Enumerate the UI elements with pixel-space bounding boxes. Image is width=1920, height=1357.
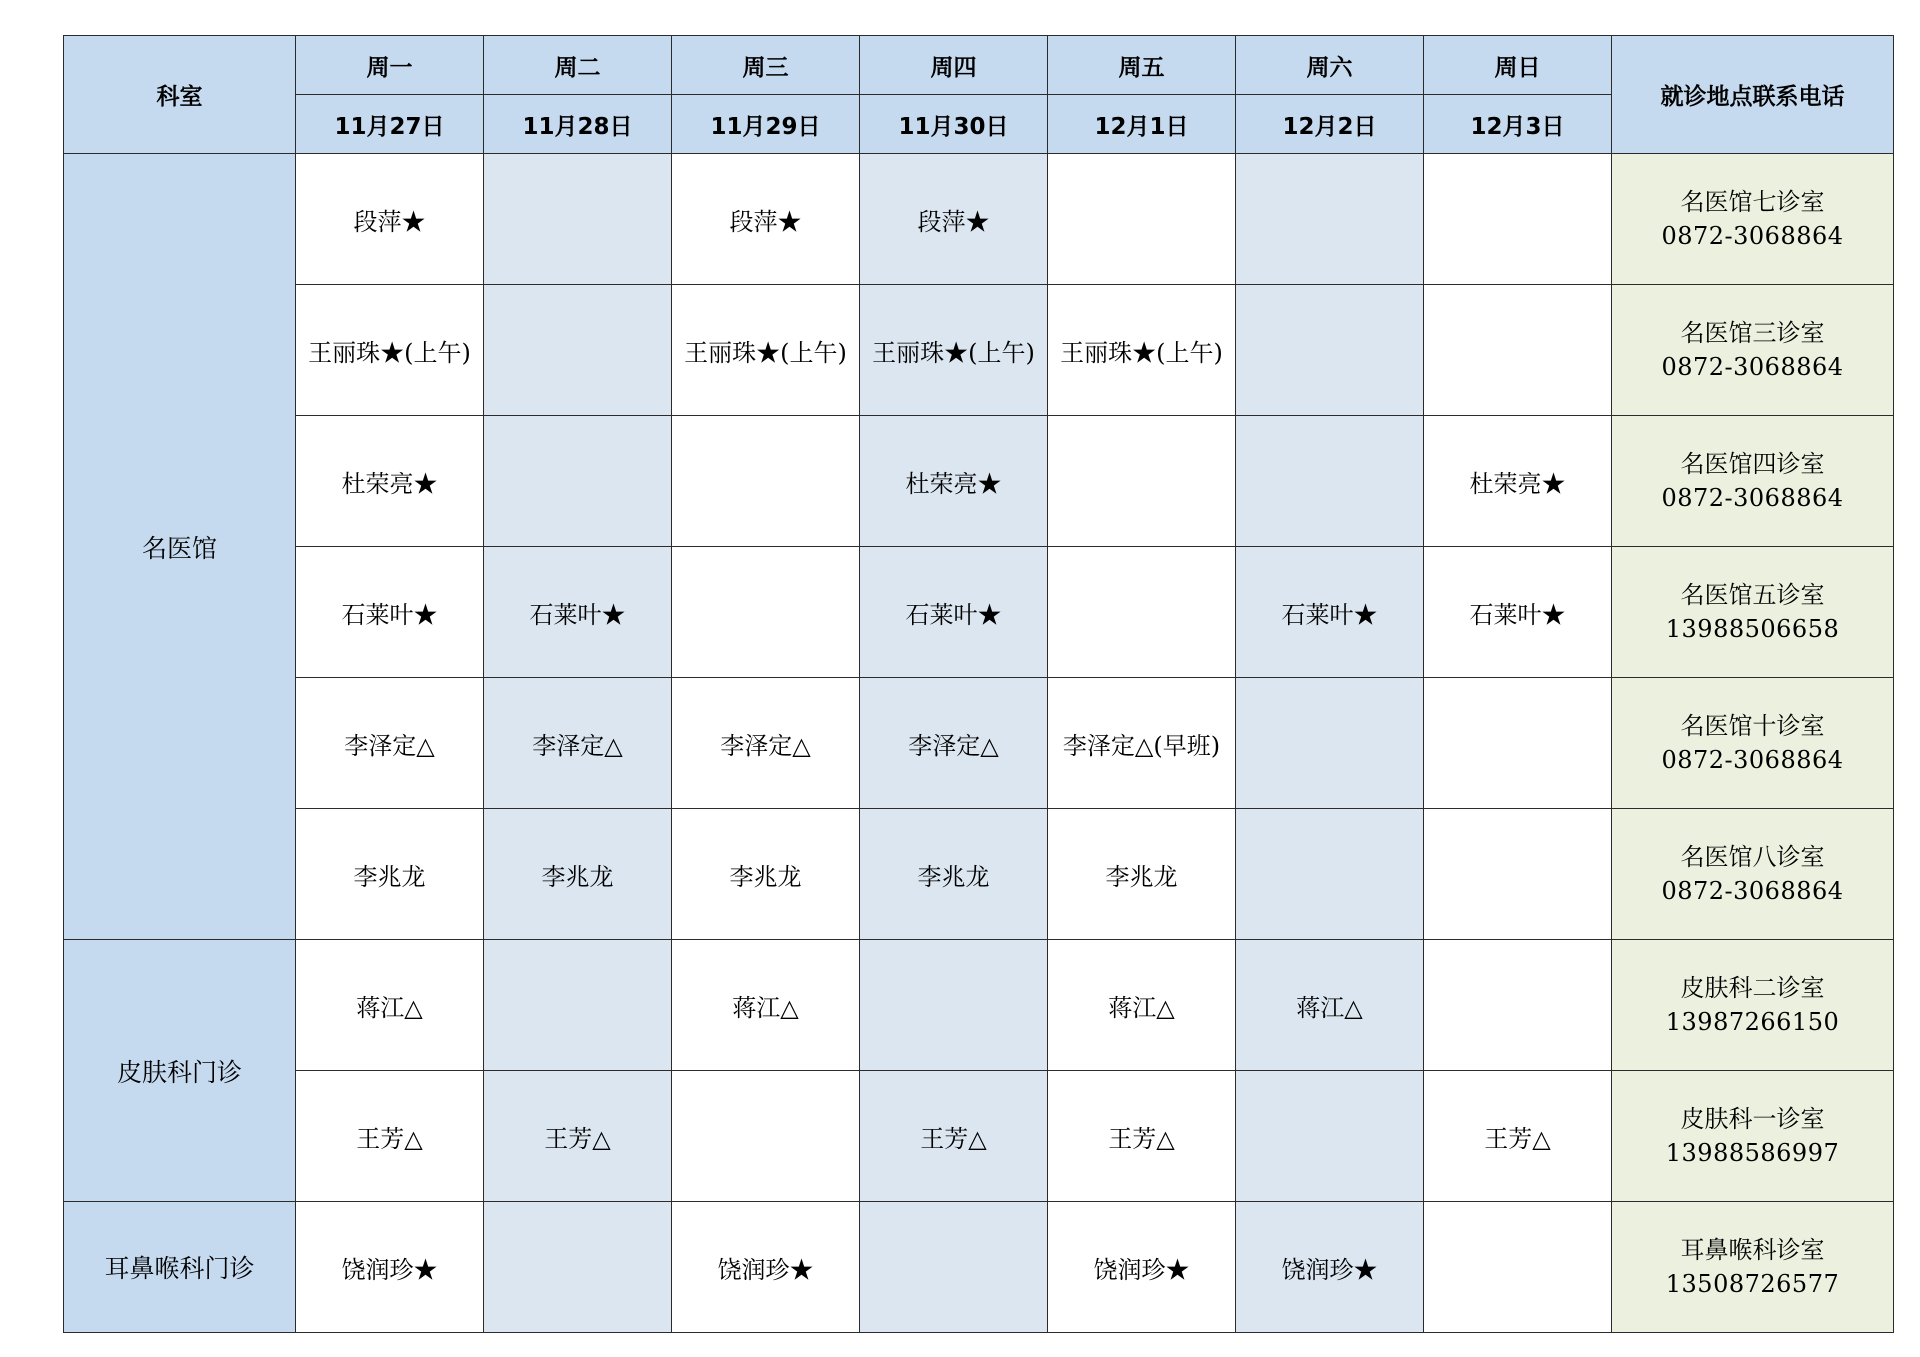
schedule-row [64, 285, 1894, 416]
schedule-row [64, 154, 1894, 285]
header-row-days [64, 36, 1894, 95]
department-cell: 名医馆 [64, 154, 296, 940]
day-header: 周五 [1048, 36, 1236, 95]
doctor-cell: 石莱叶★ [1424, 547, 1612, 678]
dept-column-header: 科室 [64, 36, 296, 154]
location-room: 名医馆五诊室 [1680, 581, 1825, 609]
doctor-cell: 李泽定△(早班) [1048, 678, 1236, 809]
day-header: 周四 [860, 36, 1048, 95]
contact-column-header: 就诊地点联系电话 [1612, 36, 1894, 154]
doctor-cell: 李泽定△ [860, 678, 1048, 809]
doctor-cell: 王芳△ [1424, 1071, 1612, 1202]
doctor-cell: 杜荣亮★ [296, 416, 484, 547]
department-cell: 耳鼻喉科门诊 [64, 1202, 296, 1333]
doctor-cell: 石莱叶★ [1236, 547, 1424, 678]
doctor-cell: 王芳△ [296, 1071, 484, 1202]
location-cell [1612, 1071, 1894, 1202]
doctor-cell: 王芳△ [860, 1071, 1048, 1202]
doctor-cell: 李泽定△ [296, 678, 484, 809]
location-phone: 13988506658 [1665, 615, 1840, 643]
schedule-body [64, 154, 1894, 1333]
location-phone: 13988586997 [1665, 1139, 1840, 1167]
location-phone: 13508726577 [1665, 1270, 1840, 1298]
doctor-cell: 饶润珍★ [1236, 1202, 1424, 1333]
location-room: 名医馆十诊室 [1680, 712, 1825, 740]
location-phone: 0872-3068864 [1661, 877, 1844, 905]
location-room: 名医馆八诊室 [1680, 843, 1825, 871]
doctor-cell [860, 940, 1048, 1071]
doctor-cell: 王丽珠★(上午) [860, 285, 1048, 416]
doctor-cell: 蒋江△ [296, 940, 484, 1071]
doctor-cell [484, 1202, 672, 1333]
location-cell [1612, 940, 1894, 1071]
doctor-cell: 王芳△ [1048, 1071, 1236, 1202]
location-room: 耳鼻喉科诊室 [1680, 1236, 1825, 1264]
location-room: 名医馆四诊室 [1680, 450, 1825, 478]
doctor-cell: 杜荣亮★ [1424, 416, 1612, 547]
day-header: 周日 [1424, 36, 1612, 95]
doctor-cell: 段萍★ [296, 154, 484, 285]
location-phone: 0872-3068864 [1661, 484, 1844, 512]
doctor-cell [1048, 154, 1236, 285]
doctor-cell [672, 547, 860, 678]
department-cell: 皮肤科门诊 [64, 940, 296, 1202]
schedule-row [64, 678, 1894, 809]
location-room: 名医馆三诊室 [1680, 319, 1825, 347]
doctor-cell [1424, 285, 1612, 416]
doctor-cell [1236, 809, 1424, 940]
schedule-row [64, 416, 1894, 547]
location-cell [1612, 1202, 1894, 1333]
doctor-cell [1236, 1071, 1424, 1202]
day-header: 周一 [296, 36, 484, 95]
doctor-cell [1236, 416, 1424, 547]
doctor-cell: 段萍★ [672, 154, 860, 285]
date-header: 12月1日 [1048, 95, 1236, 154]
doctor-cell: 杜荣亮★ [860, 416, 1048, 547]
doctor-cell: 饶润珍★ [296, 1202, 484, 1333]
location-room: 皮肤科一诊室 [1680, 1105, 1825, 1133]
date-header: 12月3日 [1424, 95, 1612, 154]
doctor-cell: 王丽珠★(上午) [1048, 285, 1236, 416]
day-header: 周六 [1236, 36, 1424, 95]
doctor-cell: 李兆龙 [672, 809, 860, 940]
location-phone: 13987266150 [1665, 1008, 1840, 1036]
schedule-row [64, 809, 1894, 940]
doctor-cell [1424, 1202, 1612, 1333]
doctor-cell: 石莱叶★ [296, 547, 484, 678]
doctor-cell [1424, 809, 1612, 940]
doctor-cell [1236, 285, 1424, 416]
location-cell [1612, 678, 1894, 809]
doctor-cell: 王丽珠★(上午) [296, 285, 484, 416]
doctor-cell [484, 285, 672, 416]
location-phone: 0872-3068864 [1661, 222, 1844, 250]
schedule-row [64, 1071, 1894, 1202]
location-phone: 0872-3068864 [1661, 353, 1844, 381]
doctor-cell [672, 1071, 860, 1202]
location-cell [1612, 416, 1894, 547]
date-header: 11月28日 [484, 95, 672, 154]
date-header: 12月2日 [1236, 95, 1424, 154]
doctor-cell: 李兆龙 [296, 809, 484, 940]
date-header: 11月30日 [860, 95, 1048, 154]
date-header: 11月27日 [296, 95, 484, 154]
doctor-cell: 饶润珍★ [1048, 1202, 1236, 1333]
doctor-cell [1236, 678, 1424, 809]
location-room: 名医馆七诊室 [1680, 188, 1825, 216]
doctor-cell: 李兆龙 [484, 809, 672, 940]
day-header: 周三 [672, 36, 860, 95]
doctor-cell: 饶润珍★ [672, 1202, 860, 1333]
doctor-cell [1236, 154, 1424, 285]
location-cell [1612, 154, 1894, 285]
doctor-cell [672, 416, 860, 547]
schedule-row [64, 547, 1894, 678]
doctor-cell: 蒋江△ [1236, 940, 1424, 1071]
doctor-cell: 蒋江△ [1048, 940, 1236, 1071]
doctor-cell [484, 940, 672, 1071]
location-phone: 0872-3068864 [1661, 746, 1844, 774]
doctor-cell: 李兆龙 [1048, 809, 1236, 940]
schedule-row [64, 1202, 1894, 1333]
doctor-cell [1048, 547, 1236, 678]
doctor-cell: 石莱叶★ [484, 547, 672, 678]
location-cell [1612, 547, 1894, 678]
doctor-cell: 蒋江△ [672, 940, 860, 1071]
doctor-cell: 王丽珠★(上午) [672, 285, 860, 416]
doctor-cell: 段萍★ [860, 154, 1048, 285]
doctor-cell: 李泽定△ [672, 678, 860, 809]
doctor-cell [1424, 154, 1612, 285]
doctor-cell [484, 416, 672, 547]
doctor-cell [860, 1202, 1048, 1333]
schedule-row [64, 940, 1894, 1071]
doctor-cell: 石莱叶★ [860, 547, 1048, 678]
doctor-cell: 王芳△ [484, 1071, 672, 1202]
doctor-cell [484, 154, 672, 285]
doctor-cell [1048, 416, 1236, 547]
location-room: 皮肤科二诊室 [1680, 974, 1825, 1002]
location-cell [1612, 809, 1894, 940]
doctor-cell [1424, 940, 1612, 1071]
day-header: 周二 [484, 36, 672, 95]
date-header: 11月29日 [672, 95, 860, 154]
doctor-cell: 李泽定△ [484, 678, 672, 809]
doctor-cell [1424, 678, 1612, 809]
schedule-table [63, 35, 1894, 1333]
location-cell [1612, 285, 1894, 416]
doctor-cell: 李兆龙 [860, 809, 1048, 940]
